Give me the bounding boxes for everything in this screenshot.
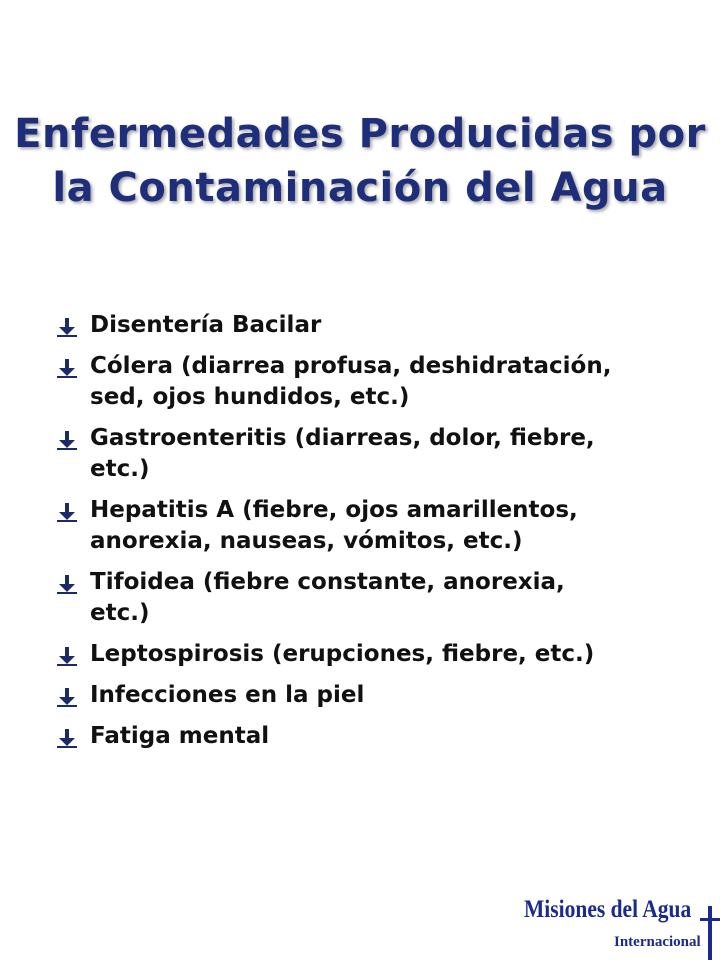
list-item [56,495,696,557]
list-item [56,721,696,752]
down-arrow-bullet-icon [56,501,78,523]
item-text: Fatiga mental [90,723,270,749]
list-item [56,680,696,711]
down-arrow-bullet-icon [56,357,78,379]
item-text: Gastroenteritis (diarreas, dolor, fiebre, [90,425,595,451]
item-text: Cólera (diarrea profusa, deshidratación, [90,353,612,379]
slide-title [0,107,720,215]
down-arrow-bullet-icon [56,573,78,595]
down-arrow-bullet-icon [56,645,78,667]
logo-line-2: Internacional [614,934,701,950]
item-text: Hepatitis A (fiebre, ojos amarillentos, [90,497,578,523]
item-text: Leptospirosis (erupciones, fiebre, etc.) [90,641,595,667]
down-arrow-bullet-icon [56,429,78,451]
title-line-2: la Contaminación del Agua [52,164,668,211]
disease-list [56,310,696,762]
title-line-1: Enfermedades Producidas por [14,110,706,157]
down-arrow-bullet-icon [56,316,78,338]
down-arrow-bullet-icon [56,727,78,749]
item-text: etc.) [90,600,150,626]
item-text: sed, ojos hundidos, etc.) [90,384,410,410]
logo-line-1: Misiones del Agua [524,896,692,923]
list-item [56,310,696,341]
item-text: anorexia, nauseas, vómitos, etc.) [90,528,523,554]
item-text: Disentería Bacilar [90,312,322,338]
list-item [56,351,696,413]
item-text: Tifoidea (fiebre constante, anorexia, [90,569,565,595]
list-item [56,423,696,485]
cross-icon [700,906,720,960]
list-item [56,639,696,670]
item-text: etc.) [90,456,150,482]
list-item [56,567,696,629]
item-text: Infecciones en la piel [90,682,365,708]
misiones-del-agua-logo [524,894,720,960]
down-arrow-bullet-icon [56,686,78,708]
